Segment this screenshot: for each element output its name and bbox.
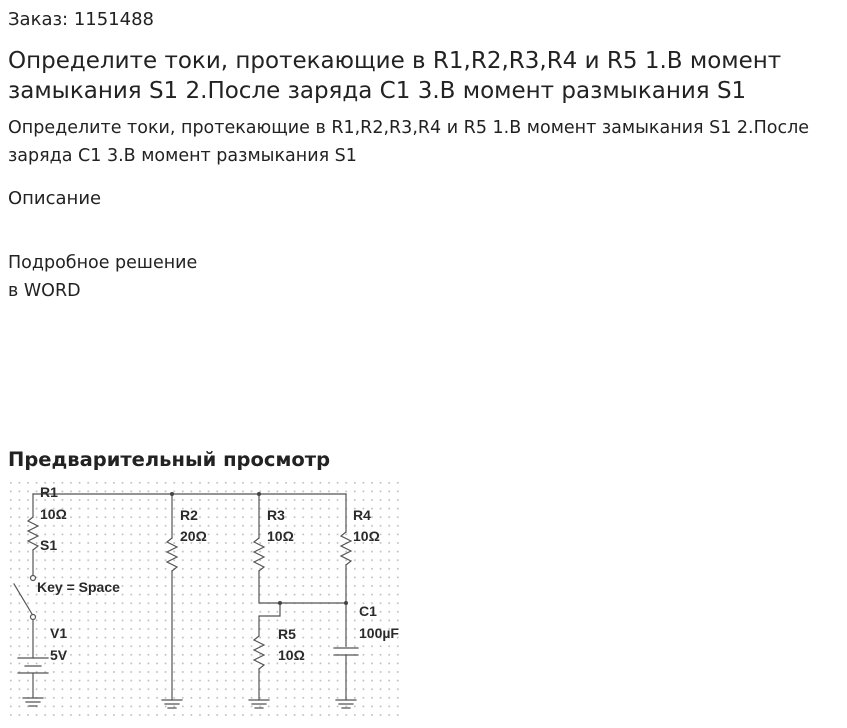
r1-value-label: 10Ω	[40, 506, 67, 522]
task-subtitle: Определите токи, протекающие в R1,R2,R3,R4 и R5 1.В момент замыкания S1 2.После заряда C1 3.В момент размыкания S1	[8, 118, 810, 166]
r4-name-label: R4	[353, 507, 371, 523]
v1-name-label: V1	[50, 625, 68, 641]
r2-name-label: R2	[180, 507, 198, 523]
r4-value-label: 10Ω	[353, 528, 380, 544]
c1-value-label: 100µF	[359, 625, 399, 641]
r2-value-label: 20Ω	[180, 528, 207, 544]
description-line-2: в WORD	[8, 281, 81, 301]
description-text	[8, 249, 197, 305]
r5-value-label: 10Ω	[278, 647, 305, 663]
r1-name-label: R1	[40, 484, 58, 500]
junction-r3-top	[257, 492, 261, 496]
description-label: Описание	[8, 188, 102, 209]
c1-name-label: C1	[359, 603, 377, 619]
r3-value-label: 10Ω	[267, 528, 294, 544]
circuit-diagram	[8, 480, 401, 716]
order-number: Заказ: 1151488	[8, 9, 154, 30]
junction-r2-top	[170, 492, 174, 496]
s1-name-label: S1	[40, 537, 58, 553]
junction-r4-c1	[344, 601, 348, 605]
s1-key-label: Key = Space	[37, 579, 120, 595]
task-title: Определите токи, протекающие в R1,R2,R3,R4 и R5 1.В момент замыкания S1 2.После заряда C1 3.В момент размыкания S1	[8, 48, 782, 104]
preview-heading: Предварительный просмотр	[8, 448, 331, 471]
junction-r5	[278, 601, 282, 605]
r5-name-label: R5	[278, 626, 296, 642]
v1-value-label: 5V	[50, 647, 68, 663]
r3-name-label: R3	[267, 507, 285, 523]
description-line-1: Подробное решение	[8, 253, 198, 273]
circuit-preview-image	[8, 480, 401, 716]
